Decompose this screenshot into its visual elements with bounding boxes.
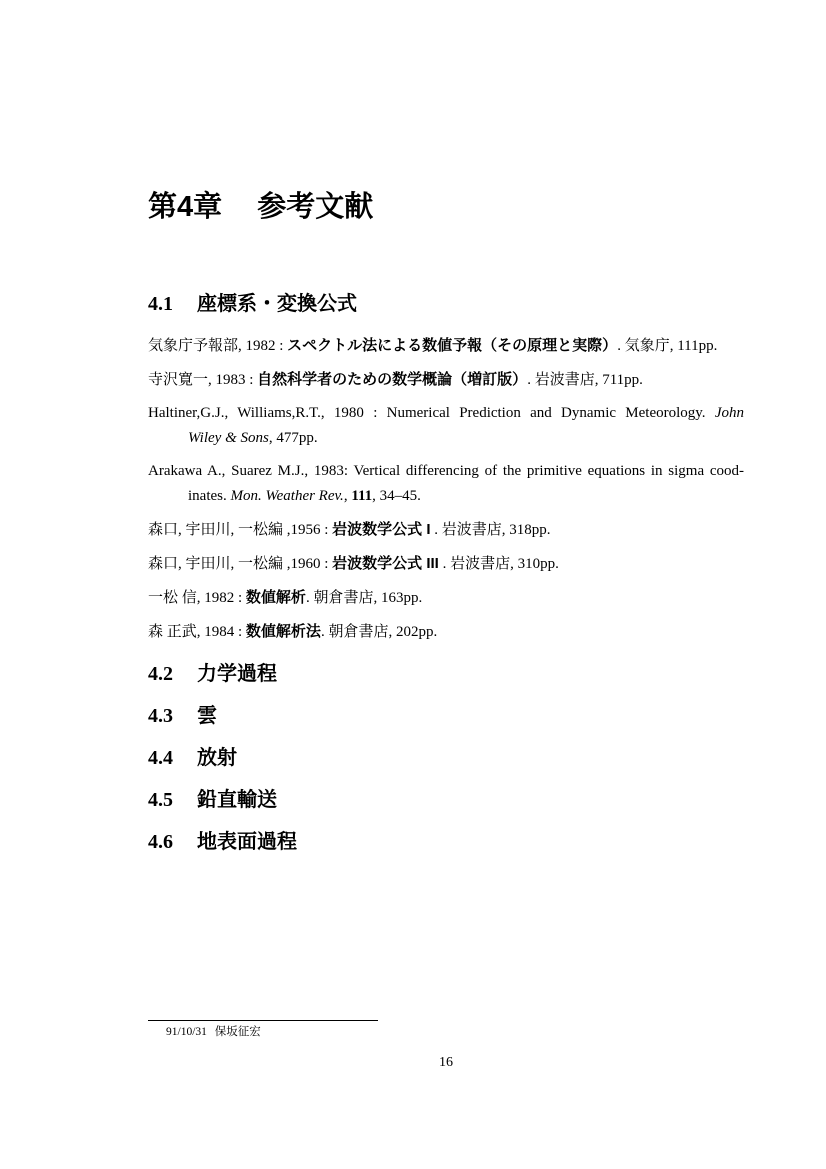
reference-text-run: . 朝倉書店, 202pp. — [320, 624, 438, 641]
section-number: 4.6 — [148, 831, 173, 854]
chapter-number: 第4章 — [148, 191, 223, 223]
section-title: 放射 — [197, 747, 237, 770]
section-heading-4.4 — [148, 745, 744, 771]
chapter-heading — [148, 188, 744, 227]
reference-entry — [148, 619, 744, 645]
reference-entry — [148, 551, 744, 577]
document-body — [148, 291, 744, 855]
reference-line — [148, 551, 744, 577]
reference-text-run: John — [714, 405, 744, 422]
section-heading-4.3 — [148, 703, 744, 729]
reference-text-run: . 岩波書店, 318pp. — [430, 522, 551, 539]
section-number: 4.3 — [148, 705, 173, 728]
section-number: 4.5 — [148, 789, 173, 812]
footnote-author: 保坂征宏 — [214, 1026, 261, 1038]
reference-text-run: 森口, 宇田川, 一松編 ,1956 : — [148, 522, 333, 539]
reference-text-run: . 朝倉書店, 163pp. — [305, 590, 423, 607]
reference-entry — [148, 517, 744, 543]
footnote-text — [148, 1021, 744, 1039]
section-title: 鉛直輸送 — [197, 789, 277, 812]
reference-text-run: 数値解析法 — [245, 623, 321, 641]
reference-text-run: 寺沢寛一, 1983 : — [148, 372, 258, 389]
section-title: 地表面過程 — [197, 831, 297, 854]
section-title: 座標系・変換公式 — [197, 293, 357, 316]
reference-entry — [148, 401, 744, 451]
section-heading-4.2 — [148, 661, 744, 687]
page-footer — [148, 1020, 744, 1039]
section-heading-4.5 — [148, 787, 744, 813]
section-number: 4.2 — [148, 663, 173, 686]
reference-entry — [148, 459, 744, 509]
reference-text-run: 111 — [351, 488, 373, 505]
reference-entry — [148, 367, 744, 393]
reference-text-run: Mon. Weather Rev. — [230, 488, 344, 505]
reference-text-run: . 岩波書店, 711pp. — [527, 372, 643, 389]
reference-text-run: 数値解析 — [245, 589, 306, 607]
section-heading-4.1 — [148, 291, 744, 317]
reference-text-run: Arakawa A., Suarez M.J., 1983: Vertical differencing of the primitive equations in sigma cood- — [148, 463, 744, 480]
section-title: 雲 — [197, 705, 217, 728]
footnote-date: 91/10/31 — [166, 1026, 207, 1038]
reference-line — [148, 517, 744, 543]
reference-text-run: 岩波数学公式 III — [332, 555, 439, 573]
section-heading-4.6 — [148, 829, 744, 855]
page-content — [148, 188, 744, 871]
reference-entry — [148, 585, 744, 611]
reference-text-run: Haltiner,G.J., Williams,R.T., 1980 : Numerical Prediction and Dynamic Meteorology. — [148, 405, 715, 422]
reference-text-run: 一松 信, 1982 : — [148, 590, 246, 607]
reference-text-run: 岩波数学公式 I — [332, 521, 431, 539]
section-title: 力学過程 — [197, 663, 277, 686]
reference-text-run: . 岩波書店, 310pp. — [438, 556, 559, 573]
reference-text-run: , 477pp. — [268, 430, 318, 447]
reference-text-run: 森 正武, 1984 : — [148, 624, 246, 641]
reference-text-run: Wiley & Sons — [188, 430, 269, 447]
reference-line — [148, 401, 744, 426]
reference-text-run: 森口, 宇田川, 一松編 ,1960 : — [148, 556, 333, 573]
reference-line — [148, 426, 744, 451]
reference-text-run: , — [343, 488, 352, 505]
reference-text-run: . 気象庁, 111pp. — [617, 338, 718, 355]
reference-line — [148, 585, 744, 611]
reference-line — [148, 619, 744, 645]
reference-line — [148, 333, 744, 359]
section-number: 4.1 — [148, 293, 173, 316]
reference-line — [148, 367, 744, 393]
reference-text-run: inates. — [188, 488, 231, 505]
reference-line — [148, 484, 744, 509]
reference-line — [148, 459, 744, 484]
reference-text-run: 自然科学者のための数学概論（増訂版） — [257, 371, 528, 389]
section-number: 4.4 — [148, 747, 173, 770]
reference-text-run: スペクトル法による数値予報（その原理と実際） — [287, 337, 618, 355]
reference-entry — [148, 333, 744, 359]
page-number: 16 — [439, 1055, 453, 1070]
reference-text-run: , 34–45. — [372, 488, 421, 505]
chapter-title: 参考文献 — [257, 191, 374, 223]
reference-text-run: 気象庁予報部, 1982 : — [148, 338, 288, 355]
